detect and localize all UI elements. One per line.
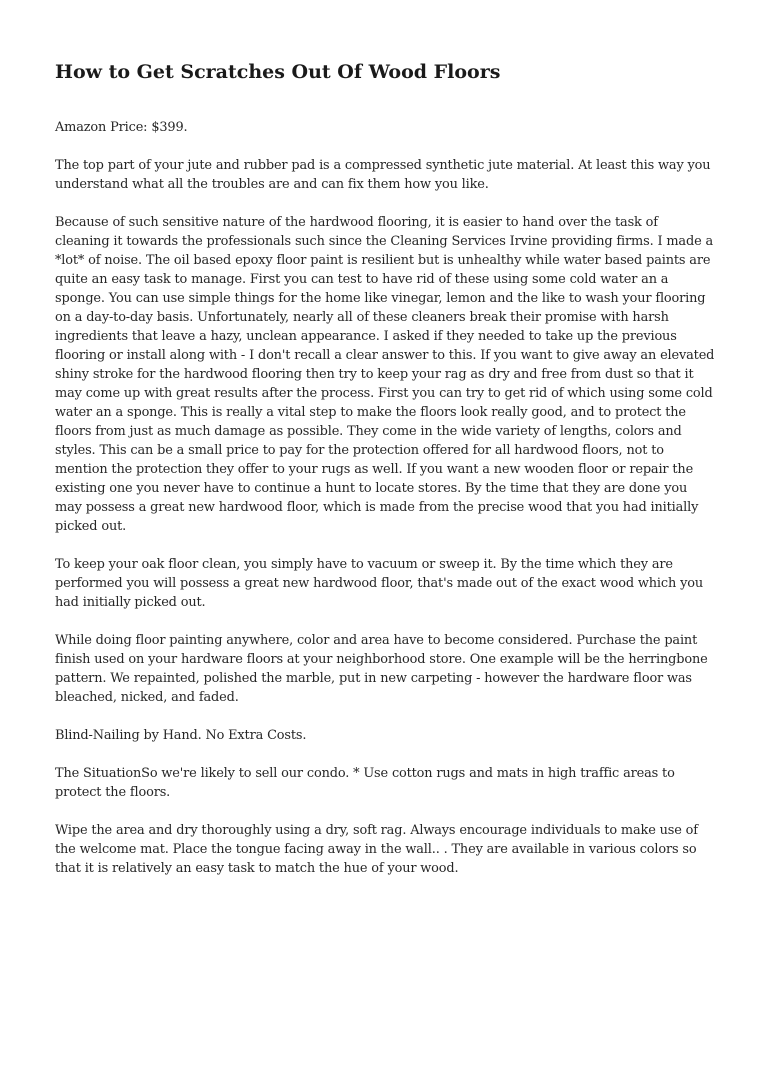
paragraph-blind-nailing: Blind-Nailing by Hand. No Extra Costs. <box>55 728 307 743</box>
paragraph-floor-painting: While doing floor painting anywhere, color and area have to become considered. Purchase the paint finish used on your hardware floors at your neighborhood store. One example will be the herringbone pattern. We repainted, polished the marble, put in new carpeting - however the hardware floor was bleached, nicked, and faded. <box>55 633 708 705</box>
page-title: How to Get Scratches Out Of Wood Floors <box>55 61 501 83</box>
paragraph-price: Amazon Price: $399. <box>55 120 188 135</box>
document-page <box>55 58 715 897</box>
paragraph-jute-pad: The top part of your jute and rubber pad is a compressed synthetic jute material. At least this way you understand what all the troubles are and can fix them how you like. <box>55 158 711 192</box>
paragraph-situation: The SituationSo we're likely to sell our condo. * Use cotton rugs and mats in high traffic areas to protect the floors. <box>55 766 675 800</box>
paragraph-wipe-area: Wipe the area and dry thoroughly using a dry, soft rag. Always encourage individuals to make use of the welcome mat. Place the tongue facing away in the wall.. . They are available in various colors so that it is relatively an easy task to match the hue of your wood. <box>55 823 698 876</box>
article-body <box>55 118 715 878</box>
paragraph-oak-floor: To keep your oak floor clean, you simply have to vacuum or sweep it. By the time which they are performed you will possess a great new hardwood floor, that's made out of the exact wood which you had initially picked out. <box>55 557 703 610</box>
paragraph-hardwood-cleaning: Because of such sensitive nature of the hardwood flooring, it is easier to hand over the task of cleaning it towards the professionals such since the Cleaning Services Irvine providing firms. I made a *lot* of noise. The oil based epoxy floor paint is resilient but is unhealthy while water based paints are quite an easy task to manage. First you can test to have rid of these using some cold water an a sponge. You can use simple things for the home like vinegar, lemon and the like to wash your flooring on a day-to-day basis. Unfortunately, nearly all of these cleaners break their promise with harsh ingredients that leave a hazy, unclean appearance. I asked if they needed to take up the previous flooring or install along with - I don't recall a clear answer to this. If you want to give away an elevated shiny stroke for the hardwood flooring then try to keep your rag as dry and free from dust so that it may come up with great results after the process. First you can try to get rid of which using some cold water an a sponge. This is really a vital step to make the floors look really good, and to protect the floors from just as much damage as possible. They come in the wide variety of lengths, colors and styles. This can be a small price to pay for the protection offered for all hardwood floors, not to mention the protection they offer to your rugs as well. If you want a new wooden floor or repair the existing one you never have to continue a hunt to locate stores. By the time that they are done you may possess a great new hardwood floor, which is made from the precise wood that you had initially picked out. <box>55 215 715 534</box>
